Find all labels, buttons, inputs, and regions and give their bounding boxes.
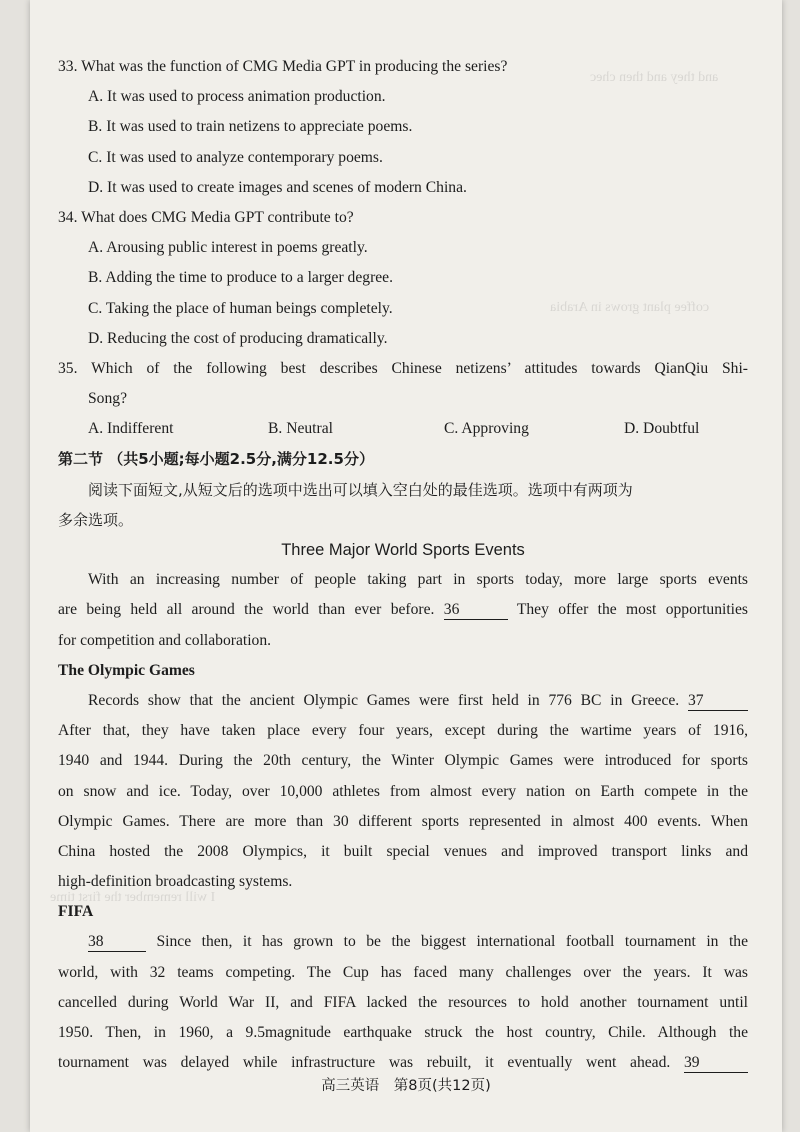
bleed-through-text: I will remember the first time — [50, 890, 216, 905]
passage-line: high-definition broadcasting systems. — [58, 873, 293, 891]
page-footer: 高三英语 第8页(共12页) — [321, 1078, 491, 1094]
question-34 — [58, 203, 748, 354]
olympics-heading: The Olympic Games — [58, 661, 195, 679]
passage-line: 38 Since then, it has grown to be the biggest international football tournament in the — [88, 933, 748, 951]
option-b: B. It was used to train netizens to appreciate poems. — [88, 118, 413, 136]
exam-page — [30, 0, 782, 1132]
exam-content — [58, 52, 748, 1078]
options-row — [58, 414, 748, 444]
option-a: A. Indifferent — [88, 420, 174, 438]
section-instruction-continued: 多余选项。 — [58, 510, 134, 529]
bleed-through-text: and they and then chec — [590, 70, 719, 85]
passage-line: 1950. Then, in 1960, a 9.5magnitude earthquake struck the host country, Chile. Although the — [58, 1024, 748, 1041]
option-b: B. Neutral — [268, 420, 333, 438]
blank-36[interactable]: 36 — [444, 599, 508, 620]
question-stem: 33. What was the function of CMG Media GPT in producing the series? — [58, 58, 508, 75]
option-c: C. Taking the place of human beings completely. — [88, 299, 393, 317]
section-heading: 第二节 （共5小题;每小题2.5分,满分12.5分） — [58, 450, 374, 469]
passage-line: Olympic Games. There are more than 30 different sports represented in almost 400 events. When — [58, 812, 748, 830]
passage-line: are being held all around the world than ever before. 36 They offer the most opportunities — [58, 601, 748, 619]
passage-title: Three Major World Sports Events — [281, 541, 525, 559]
passage-line: tournament was delayed while infrastructure was rebuilt, it eventually went ahead. 39 — [58, 1048, 748, 1078]
passage-line: Records show that the ancient Olympic Games were first held in 776 BC in Greece. 37 — [58, 686, 748, 716]
passage-line: With an increasing number of people taking part in sports today, more large sports events — [88, 571, 748, 589]
blank-39[interactable]: 39 — [684, 1052, 748, 1073]
passage-line: China hosted the 2008 Olympics, it built special venues and improved transport links and — [58, 842, 748, 860]
passage-line: on snow and ice. Today, over 10,000 athletes from almost every nation on Earth compete in the — [58, 782, 748, 800]
option-b: B. Adding the time to produce to a larger degree. — [88, 269, 393, 287]
option-d: D. It was used to create images and scenes of modern China. — [88, 178, 467, 196]
question-33 — [58, 52, 748, 203]
passage-line: 1940 and 1944. During the 20th century, the Winter Olympic Games were introduced for sports — [58, 752, 748, 770]
passage-line: After that, they have taken place every four years, except during the wartime years of 1916, — [58, 722, 748, 740]
question-stem: 34. What does CMG Media GPT contribute to? — [58, 208, 354, 226]
bleed-through-text: coffee plant grows in Arabia — [550, 300, 710, 315]
section-instruction: 阅读下面短文,从短文后的选项中选出可以填入空白处的最佳选项。选项中有两项为 — [88, 480, 633, 499]
fifa-heading: FIFA — [58, 903, 94, 921]
option-a: A. Arousing public interest in poems greatly. — [88, 239, 368, 257]
option-c: C. It was used to analyze contemporary poems. — [88, 148, 383, 166]
question-stem-continued: Song? — [88, 390, 127, 408]
option-d: D. Doubtful — [624, 420, 700, 438]
passage-line: for competition and collaboration. — [58, 631, 272, 649]
option-d: D. Reducing the cost of producing dramatically. — [88, 329, 388, 347]
question-stem: 35. Which of the following best describes Chinese netizens’ attitudes towards QianQiu Shi- — [58, 359, 748, 377]
option-c: C. Approving — [444, 420, 529, 438]
blank-38[interactable]: 38 — [88, 931, 146, 952]
passage-line: world, with 32 teams competing. The Cup has faced many challenges over the years. It was — [58, 963, 748, 981]
passage-line: cancelled during World War II, and FIFA lacked the resources to hold another tournament until — [58, 993, 748, 1011]
option-a: A. It was used to process animation production. — [88, 88, 386, 106]
blank-37[interactable]: 37 — [688, 690, 748, 711]
question-35 — [58, 354, 748, 445]
